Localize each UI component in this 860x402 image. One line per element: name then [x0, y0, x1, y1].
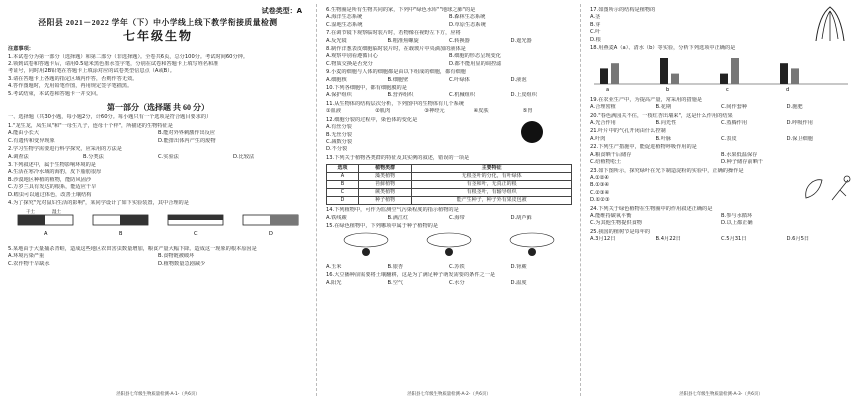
option: C.转换器 — [449, 37, 470, 44]
option: ①血液 — [326, 108, 342, 115]
option: A.玉米 — [326, 263, 342, 270]
option: D.能排出体内产生的废物 — [158, 137, 216, 144]
bar — [731, 58, 739, 84]
option: B.分类法 — [83, 153, 104, 160]
option: C.蒸腾作用 — [721, 120, 748, 127]
option: C.叶绿体 — [449, 76, 470, 83]
option: B.细胞壁 — [387, 76, 409, 83]
option: D.蝗虫可以通过体色，改善土壤结构 — [8, 191, 92, 198]
page-divider — [316, 4, 317, 396]
question-11 — [326, 101, 572, 116]
option: A.粮食晒干后储存 — [590, 151, 632, 158]
question-20 — [590, 113, 852, 128]
option: B.沙漠地区种植的植物，能防风固沙 — [8, 176, 92, 183]
option: ④皮肤 — [473, 108, 489, 115]
question-6 — [326, 7, 572, 29]
option: D.根 — [590, 36, 601, 43]
option: C.5月31日 — [721, 236, 747, 243]
question-8 — [326, 46, 572, 68]
question-stem: 24.下列关于绿色植物在生物圈中的作用叙述正确的是 — [590, 205, 713, 212]
tick-label: d — [786, 87, 790, 93]
option: A.阳光 — [326, 279, 342, 286]
option: B.向光性 — [655, 120, 677, 127]
question-stem: 16.大豆播种前需要将土壤翻耕，这是为了满足种子萌发需要的条件之一是 — [326, 272, 496, 279]
option: A.海洋生态系统 — [326, 14, 363, 21]
table-cell: C — [327, 189, 359, 197]
note-line: 4.答作图题时，先用铅笔作图，再用规定签字笔描黑。 — [8, 83, 133, 90]
table-cell: D — [327, 197, 359, 205]
question-stem: 15.在绿色植物中，下列哪项中属于种子植物的是 — [326, 222, 439, 229]
question-stem: 21.叶片中的气孔开闭由什么控制 — [590, 128, 666, 135]
option: B.森林生态系统 — [449, 14, 486, 21]
question-25 — [590, 229, 852, 244]
section-intro: 一、选择题（共30小题，每小题2分，计60分。每小题只有一个选项是符合题目要求的） — [8, 114, 212, 121]
bar — [660, 58, 668, 84]
option: D.以上都正确 — [721, 220, 753, 227]
table-cell: 有根茎叶，有输导组织 — [412, 189, 572, 197]
option: C.间作套种 — [721, 104, 748, 111]
option: C.水分 — [449, 279, 465, 286]
page-footer: 泾阳县七年级生物质量检测-A-1-（共6页） — [116, 391, 200, 397]
note-line: 3.请在答题卡上各题的指定区域内作答，否则作答无效。 — [8, 75, 138, 82]
option: B.芽 — [590, 21, 601, 28]
table-cell: 种子植物 — [358, 197, 411, 205]
table-row — [327, 181, 572, 189]
experiment-setup-figure — [8, 207, 308, 241]
question-stem: 2.学习生物学需要进行科学探究，应采用的方法是 — [8, 146, 122, 153]
question-21 — [590, 128, 852, 143]
question-9 — [326, 69, 572, 84]
option: B.无丝分裂 — [326, 131, 352, 138]
bar — [671, 74, 679, 84]
option: D.温度 — [510, 279, 527, 286]
table-row — [327, 189, 572, 197]
question-stem: 12.细胞分裂的过程中，染色体的变化是 — [326, 116, 418, 123]
option: B.营养组织 — [387, 92, 414, 99]
option: A.铁线蕨 — [326, 214, 347, 221]
option: A.观察中别看遵循目心 — [326, 53, 378, 60]
option: D.遮光器 — [510, 37, 532, 44]
table-header: 主要特征 — [412, 165, 572, 173]
leaf-experiment-figure — [800, 174, 854, 204]
table-header: 植物类群 — [358, 165, 411, 173]
option: D.液泡 — [510, 76, 527, 83]
question-4 — [8, 200, 308, 245]
option: ②肌肉 — [375, 108, 391, 115]
bar — [611, 64, 619, 85]
question-stem: 10.下列各细胞中，都有细胞膜的是 — [326, 85, 407, 92]
question-16 — [326, 272, 572, 287]
exam-title: 泾阳县 2021－2022 学年（下）中小学线上线下教学衔接质量检测 — [38, 18, 278, 28]
question-2 — [8, 146, 308, 161]
cartoon-figure — [326, 230, 572, 260]
bar — [600, 69, 608, 85]
option: A.环境污染严重 — [8, 253, 45, 260]
option: A.细胞核 — [326, 76, 347, 83]
table-cell: 蕨类植物 — [358, 189, 411, 197]
option: C.万岁兰具有发达的根系，能适应干旱 — [8, 184, 97, 191]
option: ⑤胃 — [522, 108, 533, 115]
option: D.呼吸作用 — [786, 120, 813, 127]
option: C.②③④ — [590, 189, 610, 196]
cell-photo — [521, 121, 543, 143]
question-13 — [326, 155, 572, 205]
question-22 — [590, 144, 852, 166]
bar — [780, 64, 788, 85]
option: C.有遗传和变异现象 — [8, 137, 55, 144]
option: B.参与水循环 — [721, 212, 753, 219]
question-stem: 25.我国的植树节是每年的 — [590, 228, 651, 235]
option: A.生活在寒冷水域的海豹，皮下脂肪很厚 — [8, 169, 102, 176]
bar-chart — [590, 52, 852, 92]
table-cell: B — [327, 181, 359, 189]
question-24 — [590, 206, 852, 228]
note-line: 2.领到试卷和答题卡后，请用0.5毫米黑色墨水签字笔，分别在试卷和答题卡上填写姓名和准 — [8, 61, 219, 68]
option: C.机械组织 — [449, 92, 476, 99]
option: C.叶 — [590, 29, 601, 36]
option: C.湿地生态系统 — [326, 21, 363, 28]
option: C.减数分裂 — [326, 138, 353, 145]
option: C.苏铁 — [449, 263, 465, 270]
question-stem: 22.下列生产措施中，能促进植物呼吸作用的是 — [590, 144, 697, 151]
option: B.①③④ — [590, 182, 610, 189]
option: B.满江红 — [387, 214, 409, 221]
question-12 — [326, 117, 572, 154]
option: A.能由小长大 — [8, 130, 40, 137]
option: D.施肥 — [786, 104, 803, 111]
question-1 — [8, 123, 308, 145]
question-stem: 6.生物圈是所有生物共同的家，下列中"绿色水库""地球之肺"的是 — [326, 7, 476, 13]
question-3 — [8, 162, 308, 199]
notes-block — [8, 46, 308, 98]
option: D.①②③ — [590, 197, 610, 204]
question-stem: 5.某地由于大量捕杀青蛙，造成这些地区农田害虫数量增加，粮食产量大幅下降。造成这一现象的根本原因是 — [8, 245, 257, 252]
tick-label: a — [606, 87, 610, 93]
table-cell: A — [327, 173, 359, 181]
option: ③神经元 — [424, 108, 445, 115]
question-stem: 20."春色满园关不住，一枝红杏出墙来"，这是什么作用的结果 — [590, 112, 733, 119]
option: B.银杏 — [387, 263, 404, 270]
option: D.上皮组织 — [510, 92, 537, 99]
question-stem: 23.如下图所示，探究绿叶在光下制造淀粉的实验中，正确的操作是 — [590, 167, 744, 174]
question-15 — [326, 223, 572, 271]
option: A.3月12日 — [590, 236, 616, 243]
option: C.农作物干旱缺水 — [8, 260, 50, 267]
question-stem: 17.如图所示的结构是植物的 — [590, 7, 656, 13]
note-line: 考证号，同时用2B铅笔在答题卡上填涂对应的试卷类型信息点（A或B）。 — [8, 68, 175, 75]
table-cell: 无根茎叶的分化，有叶绿体 — [412, 173, 572, 181]
option: B.水果低温保存 — [721, 151, 758, 158]
option: D.不分裂 — [326, 146, 348, 153]
question-stem: 18.用燕麦A（a）、清水（b）等实验，分析下列选项中正确的是 — [590, 45, 736, 52]
option: B.食物链被破坏 — [158, 253, 195, 260]
page-divider — [580, 4, 581, 396]
option: A.①②④ — [590, 174, 610, 181]
section-title: 第一部分（选择题 共 60 分） — [107, 103, 209, 113]
option: C.为其他生物提供食物 — [590, 220, 642, 227]
option: D.植物数量急剧减少 — [158, 260, 206, 267]
setup-label-c: C — [194, 231, 198, 238]
option: D.都不能用显的调控滤 — [449, 60, 502, 67]
option: C.实验法 — [158, 153, 179, 160]
option: D.草原生态系统 — [449, 21, 486, 28]
option: B.空气 — [387, 279, 404, 286]
option: B.能对外界刺激作出反应 — [158, 130, 216, 137]
table-cell: 苔藓植物 — [358, 181, 411, 189]
note-line: 1.本试卷分为第一部分（选择题）和第二部分（非选择题）。全卷共6页，总分100分。考试时间60分钟。 — [8, 53, 249, 60]
note-line: 5.考试结束，本试卷和答题卡一并交回。 — [8, 90, 102, 97]
option: A.反光镜 — [326, 37, 347, 44]
question-stem: 1."龙生龙，凤生凤"和"一母生九子，连母十个样"，所描述的生物特征是 — [8, 122, 173, 129]
table-header: 选项 — [327, 165, 359, 173]
question-10 — [326, 85, 572, 100]
setup-label-d: D — [269, 231, 273, 238]
table-cell: 有茎和叶，无真正的根 — [412, 181, 572, 189]
question-7 — [326, 30, 572, 45]
setup-label-a: A — [44, 231, 48, 238]
option: D.6月5日 — [786, 236, 810, 243]
question-stem: 14.下列植物中，可作为监测空气污染程度的指示植物的是 — [326, 207, 459, 214]
bar — [791, 69, 799, 85]
option: A.叶肉 — [590, 135, 606, 142]
question-stem: 4.为了探究"光对鼠妇生活的影响"，某同学设计了如下实验装置，其中合理的是 — [8, 199, 189, 206]
notes-title: 注意事项： — [8, 46, 34, 53]
exam-page-1 — [0, 0, 316, 402]
option: A.合理密植 — [590, 104, 616, 111]
question-stem: 7.在调节镜下观察临时装片时，若物像在视野左下方，应将 — [326, 30, 461, 37]
question-stem: 9.小麦的细胞与人体的细胞都是由以下组成的细胞，都有细胞 — [326, 69, 466, 76]
graph-label-wet: 湿土 — [52, 210, 61, 216]
option: C.表皮 — [721, 135, 737, 142]
option: D.肾蕨 — [510, 263, 527, 270]
question-14 — [326, 207, 572, 222]
option: D.比较法 — [233, 153, 255, 160]
table-cell: 藻类植物 — [358, 173, 411, 181]
tick-label: b — [666, 87, 670, 93]
question-5 — [8, 246, 308, 268]
exam-page-2 — [318, 0, 580, 402]
option: D.种子储存前晒干 — [721, 159, 763, 166]
option: D.保卫细胞 — [786, 135, 813, 142]
option: A.保护组织 — [326, 92, 352, 99]
option: C.物质交换是否充分 — [326, 60, 373, 67]
option: B.叶脉 — [655, 135, 672, 142]
option: B.粗准焦螺旋 — [387, 37, 419, 44]
setup-label-b: B — [119, 231, 123, 238]
option: C.海带 — [449, 214, 465, 221]
question-17 — [590, 7, 852, 44]
bar — [720, 74, 728, 84]
question-stem: 3.下列叙述中，属于生物影响环境的是 — [8, 161, 96, 168]
question-stem: 8.制作洋葱表皮细胞临时装片时，在载玻片中央滴加的液体是 — [326, 46, 466, 53]
paper-type: 试卷类型：A — [261, 7, 302, 15]
plant-groups-table — [326, 164, 572, 205]
exam-page-3 — [582, 0, 860, 402]
option: D.葫芦藓 — [510, 214, 532, 221]
root-figure — [808, 5, 852, 45]
tick-label: c — [726, 87, 729, 93]
option: A.茎 — [590, 14, 601, 21]
table-row — [327, 173, 572, 181]
option: A.光合作用 — [590, 120, 616, 127]
question-stem: 19.在农业生产中，为提高产量，常采用的措施是 — [590, 96, 703, 103]
question-19 — [590, 97, 852, 112]
option: A.有丝分裂 — [326, 124, 352, 131]
question-stem: 11.从生物体的结构层次分析，下列图中的生物体有几个系统 — [326, 100, 464, 107]
page-footer: 泾阳县七年级生物质量检测-A-2-（共6页） — [407, 391, 491, 397]
question-18 — [590, 45, 852, 96]
option: B.细胞的形态呈现变化 — [449, 53, 501, 60]
option: B.4月22日 — [655, 236, 681, 243]
table-cell: 能产生种子，种子外有果皮包被 — [412, 197, 572, 205]
question-stem: 13.下列关于植物各类群的特征及其实例的叙述，错误的一项是 — [326, 154, 470, 161]
option: B.花期 — [655, 104, 672, 111]
question-23 — [590, 168, 852, 205]
page-footer: 泾阳县七年级生物质量检测-A-3-（共6页） — [679, 391, 763, 397]
graph-label-dry: 干土 — [26, 210, 35, 216]
option: A.调查法 — [8, 153, 29, 160]
table-row — [327, 197, 572, 205]
grade-title: 七年级生物 — [122, 28, 193, 43]
option: A.能维持碳氧平衡 — [590, 212, 632, 219]
option: C.给植物松土 — [590, 159, 622, 166]
